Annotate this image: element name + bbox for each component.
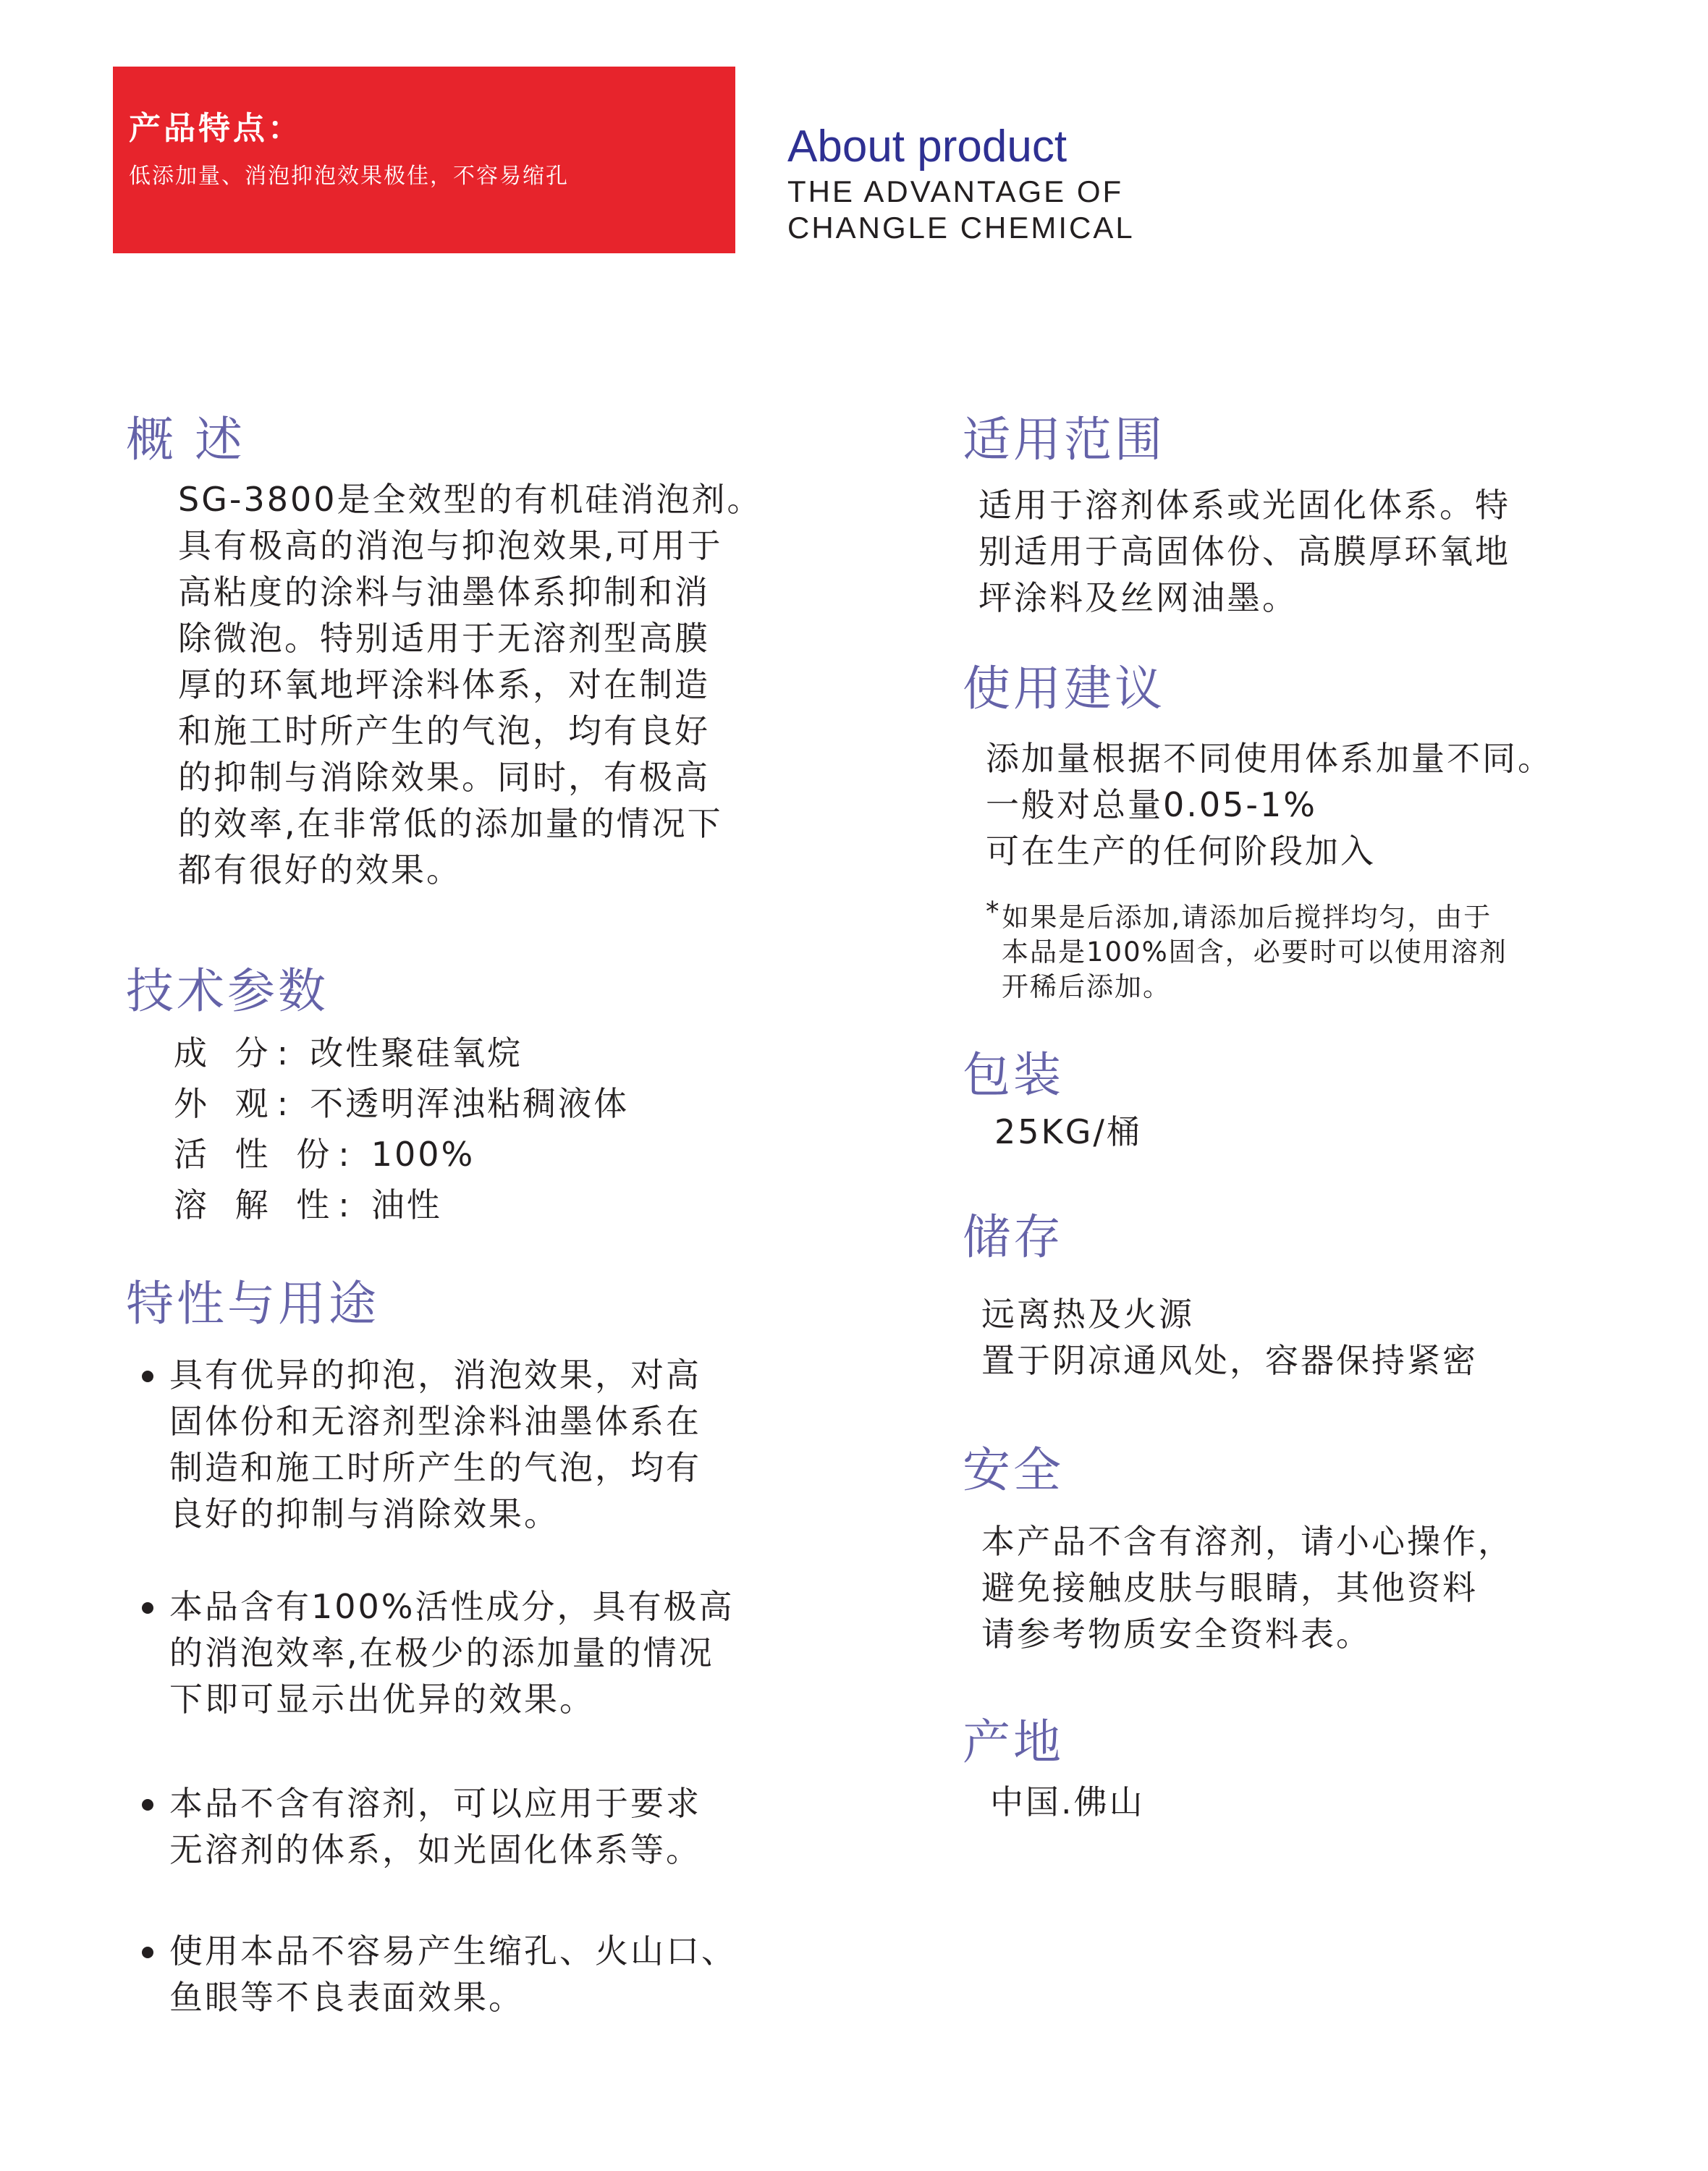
safety-title: 安全: [963, 1442, 1064, 1498]
feature-item: [142, 1352, 701, 1537]
bullet-icon: [142, 1602, 153, 1614]
banner-title: 产品特点：: [129, 110, 303, 147]
param-label: 活 性 份:: [174, 1135, 358, 1174]
feature-line: 制造和施工时所产生的气泡，均有: [169, 1448, 701, 1487]
usage-title: 使用建议: [963, 661, 1165, 716]
scope-title: 适用范围: [963, 412, 1165, 467]
scope-body: [978, 482, 1510, 621]
banner-subtitle: 低添加量、消泡抑泡效果极佳，不容易缩孔: [129, 164, 569, 189]
feature-line: 下即可显示出优异的效果。: [169, 1680, 595, 1719]
storage-title: 储存: [963, 1209, 1064, 1265]
param-row: [174, 1129, 629, 1180]
feature-item: [142, 1780, 701, 1873]
origin-section: [963, 1714, 1064, 1772]
overview-line: 和施工时所产生的气泡，均有良好: [178, 711, 710, 750]
usage-note-line: 本品是100%固含，必要时可以使用溶剂: [1002, 936, 1508, 968]
feature-line: 本品不含有溶剂，可以应用于要求: [169, 1784, 701, 1823]
overview-line: 具有极高的消泡与抑泡效果,可用于: [178, 526, 723, 565]
feature-item: [142, 1928, 737, 2020]
about-line-1: THE ADVANTAGE OF: [787, 174, 1124, 208]
feature-banner: [113, 67, 735, 253]
tech-params-title: 技术参数: [126, 963, 329, 1019]
overview-line: 厚的环氧地坪涂料体系，对在制造: [178, 665, 710, 704]
scope-line: 别适用于高固体份、高膜厚环氧地: [978, 532, 1510, 571]
tech-params-list: [174, 1028, 629, 1230]
feature-item: [142, 1583, 735, 1722]
storage-body: [981, 1291, 1478, 1384]
about-product-header: [787, 120, 1135, 246]
param-value: 改性聚硅氧烷: [310, 1033, 523, 1072]
bullet-icon: [142, 1371, 153, 1382]
feature-line: 使用本品不容易产生缩孔、火山口、: [169, 1931, 737, 1971]
param-row: [174, 1028, 629, 1078]
safety-line: 请参考物质安全资料表。: [981, 1615, 1371, 1654]
param-row: [174, 1078, 629, 1129]
features-title: 特性与用途: [126, 1276, 379, 1332]
tech-params-section: [126, 962, 329, 1020]
packaging-section: [963, 1046, 1064, 1104]
usage-note-line: [986, 894, 1508, 935]
param-label: 溶 解 性:: [174, 1185, 358, 1224]
feature-line: 鱼眼等不良表面效果。: [169, 1978, 524, 2017]
param-value: 100%: [371, 1135, 475, 1174]
param-value: 不透明浑浊粘稠液体: [310, 1084, 630, 1123]
usage-note-line: 开稀后添加。: [1002, 971, 1171, 1002]
feature-line: 固体份和无溶剂型涂料油墨体系在: [169, 1402, 701, 1441]
overview-line: 的效率,在非常低的添加量的情况下: [178, 804, 723, 843]
usage-body: [986, 735, 1553, 874]
safety-line: 本产品不含有溶剂，请小心操作，: [981, 1522, 1513, 1561]
overview-line: 除微泡。特别适用于无溶剂型高膜: [178, 619, 710, 658]
packaging-line: 25KG/桶: [994, 1112, 1142, 1151]
usage-line: 一般对总量0.05-1%: [986, 785, 1317, 824]
usage-note: [986, 894, 1508, 1004]
about-title: About product: [787, 122, 1068, 172]
overview-line: 都有很好的效果。: [178, 850, 462, 889]
feature-line: 本品含有100%活性成分，具有极高: [169, 1587, 735, 1626]
origin-body: [990, 1779, 1145, 1825]
overview-title: 概 述: [126, 412, 245, 467]
overview-section: [126, 411, 245, 469]
features-section: [126, 1275, 379, 1333]
safety-section: [963, 1442, 1064, 1499]
overview-body: [178, 476, 763, 893]
about-line-2: CHANGLE CHEMICAL: [787, 211, 1135, 245]
overview-line: 高粘度的涂料与油墨体系抑制和消: [178, 572, 710, 611]
safety-body: [981, 1518, 1513, 1657]
feature-line: 具有优异的抑泡，消泡效果，对高: [169, 1355, 701, 1395]
safety-line: 避免接触皮肤与眼睛，其他资料: [981, 1568, 1478, 1607]
param-label: 成 分:: [174, 1033, 297, 1072]
packaging-title: 包装: [963, 1047, 1064, 1103]
bullet-icon: [142, 1947, 153, 1958]
scope-line: 适用于溶剂体系或光固化体系。特: [978, 486, 1510, 525]
usage-section: [963, 660, 1165, 718]
param-value: 油性: [371, 1185, 442, 1224]
param-row: [174, 1180, 629, 1230]
feature-line: 无溶剂的体系，如光固化体系等。: [169, 1830, 701, 1869]
overview-line: 的抑制与消除效果。同时，有极高: [178, 758, 710, 797]
usage-line: 可在生产的任何阶段加入: [986, 831, 1376, 871]
origin-title: 产地: [963, 1714, 1064, 1770]
usage-note-text: 如果是后添加,请添加后搅拌均匀，由于: [1002, 902, 1492, 933]
feature-line: 的消泡效率,在极少的添加量的情况: [169, 1633, 714, 1672]
scope-line: 坪涂料及丝网油墨。: [978, 578, 1298, 617]
origin-line: 中国.佛山: [990, 1782, 1145, 1821]
feature-line: 良好的抑制与消除效果。: [169, 1494, 559, 1533]
bullet-icon: [142, 1799, 153, 1811]
storage-section: [963, 1209, 1064, 1266]
usage-line: 添加量根据不同使用体系加量不同。: [986, 739, 1553, 778]
packaging-body: [994, 1109, 1142, 1155]
scope-section: [963, 411, 1165, 469]
param-label: 外 观:: [174, 1084, 297, 1123]
overview-line: SG-3800是全效型的有机硅消泡剂。: [178, 480, 763, 519]
storage-line: 远离热及火源: [981, 1295, 1194, 1334]
storage-line: 置于阴凉通风处，容器保持紧密: [981, 1341, 1478, 1380]
asterisk-mark: *: [986, 896, 1001, 927]
